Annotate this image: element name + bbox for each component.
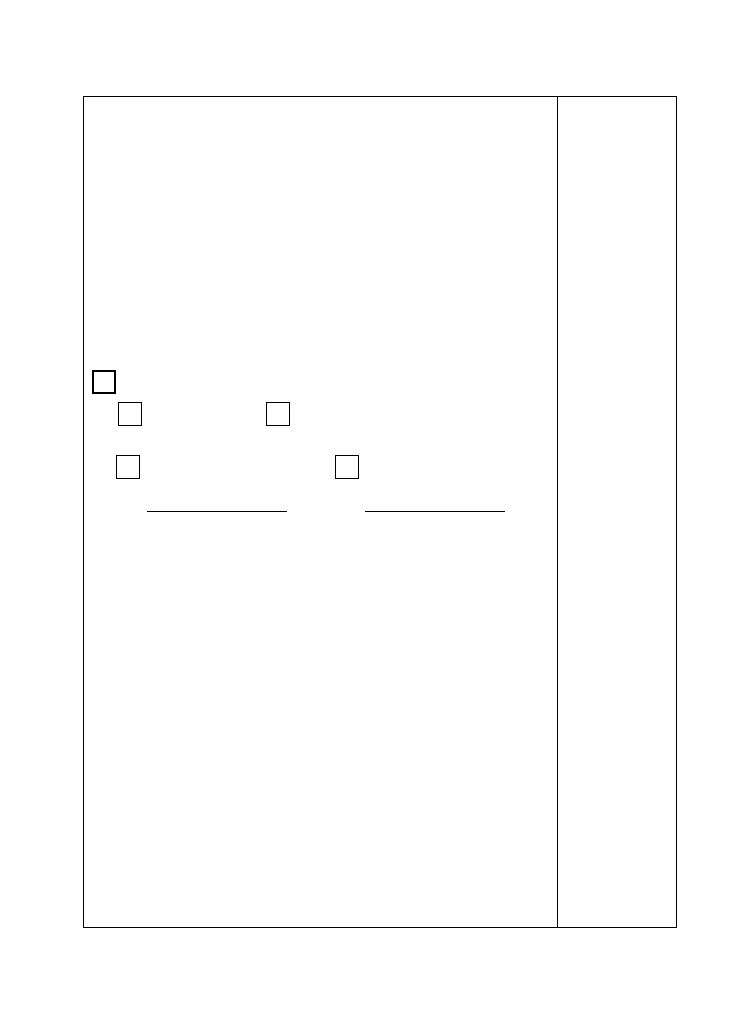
- comparison-row: [91, 142, 555, 163]
- comparison-row: [91, 100, 555, 121]
- mountains-instruction: [91, 327, 555, 348]
- column-divider: [557, 97, 558, 927]
- section-heading: [91, 184, 555, 205]
- answer-box-sample: [92, 370, 116, 394]
- follow-up-label: [91, 266, 555, 287]
- mountains-data-1: [91, 286, 555, 307]
- rivers-instruction: [91, 245, 555, 266]
- fill-2-box[interactable]: [266, 402, 290, 426]
- question-2-title: [91, 368, 555, 394]
- fill-3-box[interactable]: [116, 455, 140, 479]
- can-fill-answer-line-1[interactable]: [147, 497, 287, 512]
- fill-row-2: [91, 453, 555, 481]
- can-fill-answer-line-2[interactable]: [365, 497, 505, 512]
- fill-1-box[interactable]: [118, 402, 142, 426]
- lesson-content: [91, 100, 555, 519]
- mountains-data-2: [91, 307, 555, 328]
- comparison-exercises: [91, 100, 555, 163]
- lesson-table: [83, 96, 677, 928]
- fill-row-1: [91, 402, 555, 430]
- fill-4-box[interactable]: [335, 455, 359, 479]
- can-fill-row: [91, 497, 555, 519]
- rivers-data: [91, 225, 555, 246]
- question-1-title: [91, 204, 555, 225]
- comparison-row: [91, 121, 555, 142]
